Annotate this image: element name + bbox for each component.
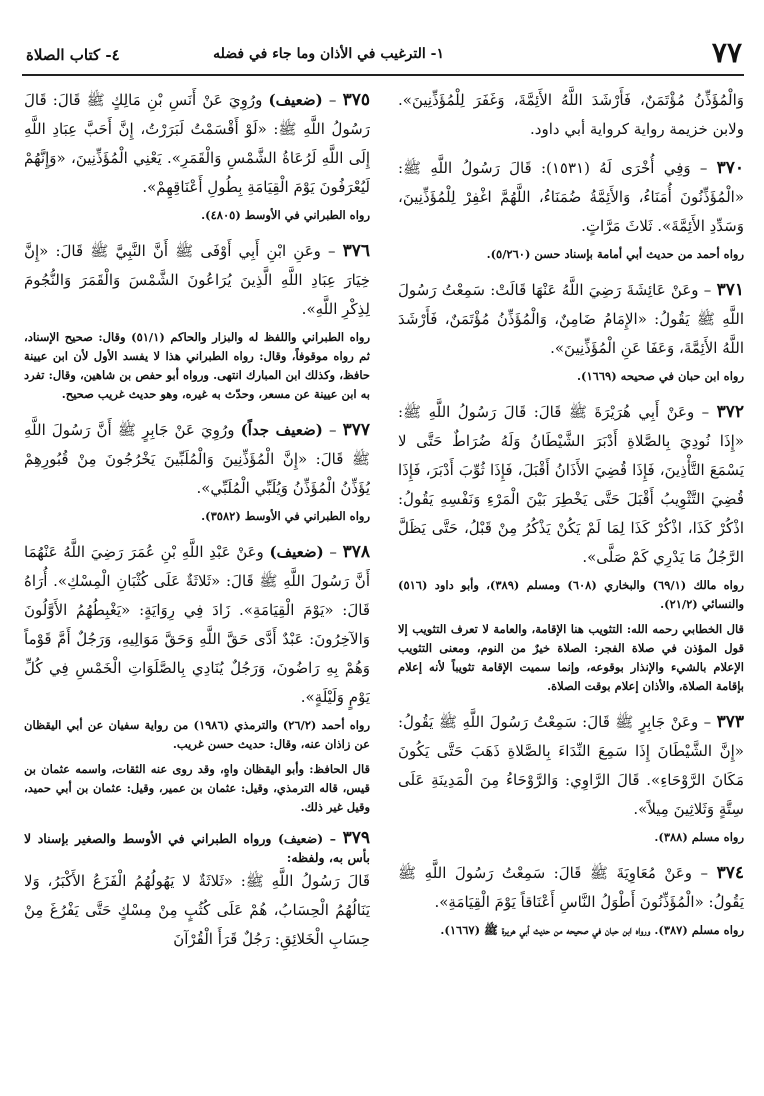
hadith-number: ٣٧٣: [716, 712, 744, 732]
page-number: ٧٧: [711, 36, 742, 69]
hadith-375: ٣٧٥ – (ضعيف) ورُوِيَ عَنْ أَنَسِ بْنِ مَالِكٍ ﷺ قَالَ: قَالَ رَسُولُ اللَّهِ ﷺ: «لَوْ أَقْسَمْتُ لَبَرَرْتُ، إِنَّ أَحَبَّ عِبَادِ اللَّهِ إِلَى اللَّهِ لَرُعَاةُ الشَّمْسِ وَالْقَمَرِ». يَعْنِي الْمُؤَذِّنِينَ، «وَإِنَّهُمْ لَيُعْرَفُونَ يَوْمَ الْقِيَامَةِ بِطُولِ أَعْنَاقِهِمْ». رواه الطبراني في الأوسط (٤٨٠٥).: [24, 86, 370, 225]
hadith-grade: (ضعيف): [268, 91, 323, 109]
hadith-reference: رواه مسلم (٣٨٧). ورواه ابن حبان في صحيحه من حديث أبي هريرة ﷺ (١٦٦٧).: [440, 923, 744, 937]
hadith-reference: رواه أحمد (٢٦/٢) والترمذي (١٩٨٦) من رواية سفيان عن أبي اليقظان عن زاذان عنه، وقال: حديث حسن غريب.: [24, 718, 370, 751]
hadith-text: – وعَنْ أَبِي هُرَيْرَةَ ﷺ قَالَ: قَالَ رَسُولُ اللَّهِ ﷺ: «إِذَا نُودِيَ بِالصَّلاةِ أَدْبَرَ الشَّيْطَانُ وَلَهُ ضُرَاطٌ حَتَّى لا يَسْمَعَ التَّأْذِينَ، فَإِذَا قُضِيَ الأَذَانُ أَقْبَلَ، فَإِذَا ثُوِّبَ أَدْبَرَ، فَإِذَا قُضِيَ التَّثْوِيبُ أَقْبَلَ حَتَّى يَخْطِرَ بَيْنَ الْمَرْءِ وَنَفْسِهِ يَقُولُ: اذْكُرْ كَذَا، اذْكُرْ كَذَا لِمَا لَمْ يَكُنْ يَذْكُرُ مِنْ قَبْلُ، حَتَّى يَظَلَّ الرَّجُلُ مَا يَدْرِي كَمْ صَلَّى».: [398, 403, 744, 566]
hadith-text: – وعَنْ عَائِشَةَ رَضِيَ اللَّهُ عَنْهَا قَالَتْ: سَمِعْتُ رَسُولَ اللَّهِ ﷺ يَقُولُ: «الإِمَامُ ضَامِنٌ، وَالْمُؤَذِّنُ مُؤْتَمَنٌ، فَأَرْشَدَ اللَّهُ الأَئِمَّةَ، وَعَفَا عَنِ الْمُؤَذِّنِينَ».: [398, 281, 744, 357]
hadith-text: ورُوِيَ عَنْ أَنَسِ بْنِ مَالِكٍ ﷺ قَالَ: قَالَ رَسُولُ اللَّهِ ﷺ: «لَوْ أَقْسَمْتُ لَبَرَرْتُ، إِنَّ أَحَبَّ عِبَادِ اللَّهِ إِلَى اللَّهِ لَرُعَاةُ الشَّمْسِ وَالْقَمَرِ». يَعْنِي الْمُؤَذِّنِينَ، «وَإِنَّهُمْ لَيُعْرَفُونَ يَوْمَ الْقِيَامَةِ بِطُولِ أَعْنَاقِهِمْ».: [24, 91, 370, 196]
hadith-reference: رواه الطبراني في الأوسط (٣٥٨٢).: [201, 509, 370, 523]
book-title: ٤- كتاب الصلاة: [26, 46, 120, 64]
hadith-grade: (ضعيف): [277, 831, 324, 846]
hadith-intro: ورواه الطبراني في الأوسط والصغير بإسناد لا بأس به، ولفظه:: [24, 831, 370, 865]
hadith-reference: رواه ابن حبان في صحيحه (١٦٦٩).: [577, 369, 744, 383]
hadith-text: قَالَ رَسُولُ اللَّهِ ﷺ: «ثَلاثَةٌ لا يَهُولُهُمُ الْفَزَعُ الأَكْبَرُ، وَلا يَنَالُهُمُ الْحِسَابُ، هُمْ عَلَى كُثُبٍ مِنْ مِسْكٍ حَتَّى يَفْرُغَ مِنْ حِسَابِ الْخَلائِقِ: رَجُلٌ قَرَأَ الْقُرْآنَ: [24, 872, 370, 948]
hadith-number: ٣٧٢: [716, 402, 744, 422]
hadith-371: [398, 276, 744, 386]
hadith-number: ٣٧١: [716, 280, 744, 300]
left-column: [24, 86, 370, 1076]
hadith-text: – وعَنْ مُعَاوِيَةَ ﷺ قَالَ: سَمِعْتُ رَسُولَ اللَّهِ ﷺ يَقُولُ: «الْمُؤَذِّنُونَ أَطْوَلُ النَّاسِ أَعْنَاقاً يَوْمَ الْقِيَامَةِ».: [398, 864, 744, 911]
hadith-number: ٣٧٨: [342, 542, 370, 562]
hadith-note: قال الخطابي رحمه الله: التثويب هنا الإقامة، والعامة لا تعرف التثويب إلا قول المؤذن في صلاة الفجر: الصلاة خيرٌ من النوم، ومعنى التثويب الإعلام بالشيء والإنذار بوقوعه، وإنما سميت الإقامة تثويباً لأنه إعلام بإقامة الصلاة، والأذان إعلام بوقت الصلاة.: [398, 622, 744, 693]
hadith-text: – وَفِي أُخْرَى لَهُ (١٥٣١): قَالَ رَسُولُ اللَّهِ ﷺ: «الْمُؤَذِّنُونَ أُمَنَاءُ، وَالأَئِمَّةُ ضُمَنَاءُ، اللَّهُمَّ اغْفِرْ لِلْمُؤَذِّنِينَ، وَسَدِّدِ الأَئِمَّةَ». ثَلاثَ مَرَّاتٍ.: [398, 159, 744, 235]
hadith-number: ٣٧٥: [342, 90, 370, 110]
hadith-text: – وعَنْ جَابِرٍ ﷺ قَالَ: سَمِعْتُ رَسُولَ اللَّهِ ﷺ يَقُولُ: «إِنَّ الشَّيْطَانَ إِذَا سَمِعَ النِّدَاءَ بِالصَّلاةِ ذَهَبَ حَتَّى يَكُونَ مَكَانَ الرَّوْحَاءِ». قَالَ الرَّاوِي: وَالرَّوْحَاءُ مِنَ الْمَدِينَةِ عَلَى سِتَّةٍ وَثَلاثِينَ مِيلاً».: [398, 713, 744, 818]
chapter-title: ١- الترغيب في الأذان وما جاء في فضله: [213, 46, 444, 62]
hadith-reference: رواه الطبراني في الأوسط (٤٨٠٥).: [201, 208, 370, 222]
right-column: [398, 86, 744, 1076]
hadith-376: [24, 237, 370, 404]
hadith-number: ٣٧٩: [342, 828, 370, 848]
hadith-note: قال الحافظ: وأبو اليقظان واهٍ، وقد روى عنه الثقات، واسمه عثمان بن قيس، قاله الترمذي، وقيل: عثمان بن عمير، وقيل: عثمان بن أبي حميد، وقيل غير ذلك.: [24, 762, 370, 814]
hadith-number: ٣٧٧: [342, 420, 370, 440]
page-header: [22, 38, 744, 76]
hadith-373: [398, 708, 744, 847]
hadith-grade: (ضعيف): [269, 543, 324, 561]
continuation-text: وَالْمُؤَذِّنُ مُؤْتَمَنٌ، فَأَرْشَدَ اللَّهُ الأَئِمَّةَ، وَغَفَرَ لِلْمُؤَذِّنِينَ». ولابن خزيمة رواية كرواية أبي داود.: [398, 91, 744, 138]
hadith-reference: رواه أحمد من حديث أبي أمامة بإسناد حسن (٥/٢٦٠).: [486, 247, 744, 261]
hadith-text: – وعَنِ ابْنِ أَبِي أَوْفَى ﷺ أَنَّ النَّبِيَّ ﷺ قَالَ: «إِنَّ خِيَارَ عِبَادِ اللَّهِ الَّذِينَ يُرَاعُونَ الشَّمْسَ وَالْقَمَرَ وَالنُّجُومَ لِذِكْرِ اللَّهِ».: [24, 242, 370, 318]
hadith-377: ٣٧٧ – (ضعيف جداً) ورُوِيَ عَنْ جَابِرٍ ﷺ أَنَّ رَسُولَ اللَّهِ ﷺ قَالَ: «إِنَّ الْمُؤَذِّنِينَ وَالْمُلَبِّينَ يَخْرُجُونَ مِنْ قُبُورِهِمْ يُؤَذِّنُ الْمُؤَذِّنُ وَيُلَبِّي الْمُلَبِّي». رواه الطبراني في الأوسط (٣٥٨٢).: [24, 416, 370, 526]
hadith-372: [398, 398, 744, 696]
hadith-number: ٣٧٤: [716, 863, 744, 883]
hadith-374: [398, 859, 744, 940]
hadith-reference: رواه مسلم (٣٨٨).: [654, 830, 744, 844]
hadith-number: ٣٧٦: [342, 241, 370, 261]
hadith-379: ٣٧٩ – (ضعيف) ورواه الطبراني في الأوسط والصغير بإسناد لا بأس به، ولفظه: قَالَ رَسُولُ اللَّهِ ﷺ: «ثَلاثَةٌ لا يَهُولُهُمُ الْفَزَعُ الأَكْبَرُ، وَلا يَنَالُهُمُ الْحِسَابُ، هُمْ عَلَى كُثُبٍ مِنْ مِسْكٍ حَتَّى يَفْرُغَ مِنْ حِسَابِ الْخَلائِقِ: رَجُلٌ قَرَأَ الْقُرْآنَ: [24, 829, 370, 954]
hadith-370: [398, 154, 744, 264]
hadith-reference: رواه الطبراني واللفظ له والبزار والحاكم (٥١/١) وقال: صحيح الإسناد، ثم رواه موقوفاً، وقال: رواه الطبراني هذا لا يفسد الأول لأن ابن عيينة حافظ، وكذلك ابن المبارك انتهى. ورواه أبو حفص بن شاهين، وقال: تفرد به ابن عيينة عن مسعر، وحدّث به غيره، وهو حديث غريب صحيح.: [24, 330, 370, 401]
hadith-378: ٣٧٨ – (ضعيف) وعَنْ عَبْدِ اللَّهِ بْنِ عُمَرَ رَضِيَ اللَّهُ عَنْهُمَا أَنَّ رَسُولَ اللَّهِ ﷺ قَالَ: «ثَلاثَةٌ عَلَى كُثْبَانِ الْمِسْكِ». أُرَاهُ قَالَ: «يَوْمَ الْقِيَامَةِ». زَادَ فِي رِوَايَةٍ: «يَغْبِطُهُمُ الأَوَّلُونَ وَالآخِرُونَ: عَبْدٌ أَدَّى حَقَّ اللَّهِ وَحَقَّ مَوَالِيهِ، وَرَجُلٌ أَمَّ قَوْماً وَهُمْ بِهِ رَاضُونَ، وَرَجُلٌ يُنَادِي بِالصَّلَوَاتِ الْخَمْسِ فِي كُلِّ يَوْمٍ وَلَيْلَةٍ». رواه أحمد (٢٦/٢) والترمذي (١٩٨٦) من رواية سفيان عن أبي اليقظان عن زاذان عنه، وقال: حديث حسن غريب. قال الحافظ: وأبو اليقظان واهٍ، وقد روى عنه الثقات، واسمه عثمان بن قيس، قاله الترمذي، وقيل: عثمان بن عمير، وقيل: عثمان بن أبي حميد، وقيل غير ذلك.: [24, 538, 370, 817]
hadith-number: ٣٧٠: [716, 158, 744, 178]
hadith-reference: رواه مالك (٦٩/١) والبخاري (٦٠٨) ومسلم (٣٨٩)، وأبو داود (٥١٦) والنسائي (٢١/٢).: [398, 578, 744, 611]
hadith-grade: (ضعيف جداً): [240, 421, 323, 439]
hadith-text: وعَنْ عَبْدِ اللَّهِ بْنِ عُمَرَ رَضِيَ اللَّهُ عَنْهُمَا أَنَّ رَسُولَ اللَّهِ ﷺ قَالَ: «ثَلاثَةٌ عَلَى كُثْبَانِ الْمِسْكِ». أُرَاهُ قَالَ: «يَوْمَ الْقِيَامَةِ». زَادَ فِي رِوَايَةٍ: «يَغْبِطُهُمُ الأَوَّلُونَ وَالآخِرُونَ: عَبْدٌ أَدَّى حَقَّ اللَّهِ وَحَقَّ مَوَالِيهِ، وَرَجُلٌ أَمَّ قَوْماً وَهُمْ بِهِ رَاضُونَ، وَرَجُلٌ يُنَادِي بِالصَّلَوَاتِ الْخَمْسِ فِي كُلِّ يَوْمٍ وَلَيْلَةٍ».: [24, 543, 370, 706]
hadith-text: ورُوِيَ عَنْ جَابِرٍ ﷺ أَنَّ رَسُولَ اللَّهِ ﷺ قَالَ: «إِنَّ الْمُؤَذِّنِينَ وَالْمُلَبِّينَ يَخْرُجُونَ مِنْ قُبُورِهِمْ يُؤَذِّنُ الْمُؤَذِّنُ وَيُلَبِّي الْمُلَبِّي».: [24, 421, 370, 497]
